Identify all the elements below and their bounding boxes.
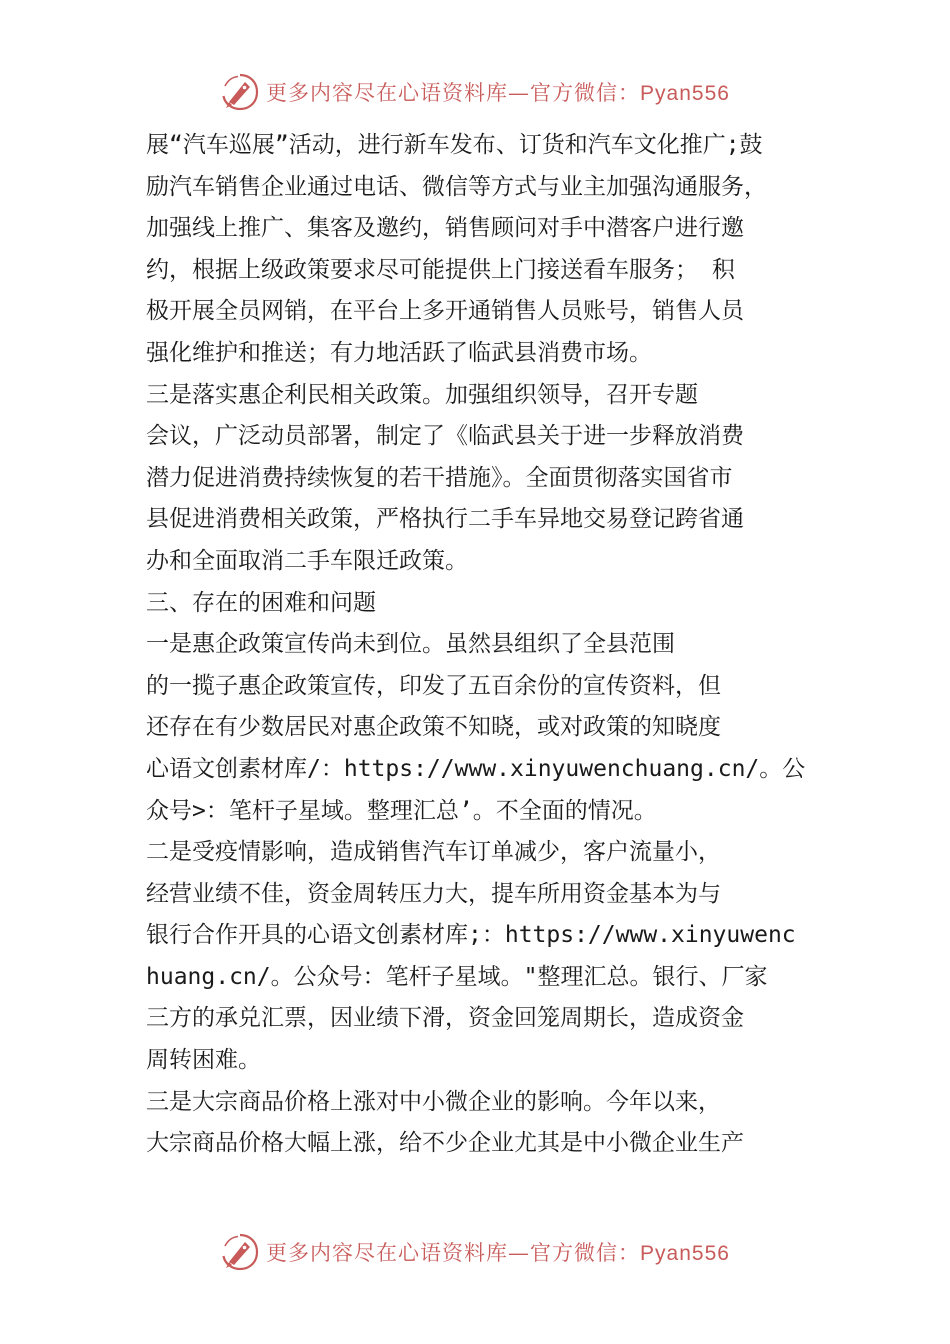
text-line: 二是受疫情影响，造成销售汽车订单减少，客户流量小， [146, 839, 721, 866]
text-line: 极开展全员网销，在平台上多开通销售人员账号，销售人员 [146, 298, 744, 325]
text-line: 潜力促进消费持续恢复的若干措施》。全面贯彻落实国省市 [146, 464, 733, 491]
text-line: 周转困难。 [146, 1047, 261, 1074]
pen-nib-logo-icon [220, 1232, 260, 1272]
header-brand-text: 更多内容尽在心语资料库—官方微信：Pyan556 [266, 81, 730, 105]
text-line: 励汽车销售企业通过电话、微信等方式与业主加强沟通服务， [146, 173, 767, 200]
paragraph [146, 375, 836, 583]
footer-brand-text: 更多内容尽在心语资料库—官方微信：Pyan556 [266, 1241, 730, 1265]
text-line: 的一揽子惠企政策宣传，印发了五百余份的宣传资料，但 [146, 672, 721, 699]
text-line: 三是落实惠企利民相关政策。加强组织领导，召开专题 [146, 381, 698, 408]
pen-nib-logo-icon [220, 72, 260, 112]
text-line: 心语文创素材库/：https://www.xinyuwenchuang.cn/。公 [146, 755, 806, 782]
text-line: 大宗商品价格大幅上涨，给不少企业尤其是中小微企业生产 [146, 1130, 744, 1157]
text-line: 展“汽车巡展”活动，进行新车发布、订货和汽车文化推广;鼓 [146, 132, 763, 158]
text-line: 三是大宗商品价格上涨对中小微企业的影响。今年以来， [146, 1088, 721, 1115]
text-line: 银行合作开具的心语文创素材库;：https://www.xinyuwenc [146, 922, 796, 949]
footer-banner [0, 1228, 950, 1276]
paragraph [146, 1082, 836, 1165]
text-line: 三方的承兑汇票，因业绩下滑，资金回笼周期长，造成资金 [146, 1005, 744, 1032]
text-line: 众号>：笔杆子星域。整理汇总’。不全面的情况。 [146, 797, 657, 824]
text-line: 县促进消费相关政策，严格执行二手车异地交易登记跨省通 [146, 506, 744, 533]
header-handle: Pyan556 [640, 82, 730, 105]
paragraph [146, 125, 836, 375]
text-line: 强化维护和推送；有力地活跃了临武县消费市场。 [146, 339, 652, 366]
text-line: 办和全面取消二手车限迁政策。 [146, 547, 468, 574]
text-line: 经营业绩不佳，资金周转压力大，提车所用资金基本为与 [146, 880, 721, 907]
paragraph [146, 624, 836, 832]
text-line: 一是惠企政策宣传尚未到位。虽然县组织了全县范围 [146, 631, 675, 658]
paragraph [146, 832, 836, 1082]
text-line: huang.cn/。公众号：笔杆子星域。"整理汇总。银行、厂家 [146, 963, 768, 990]
text-line: 还存在有少数居民对惠企政策不知晓，或对政策的知晓度 [146, 714, 721, 741]
section-heading [146, 583, 836, 625]
body-text [146, 125, 836, 1165]
footer-handle: Pyan556 [640, 1242, 730, 1265]
text-line: 约，根据上级政策要求尽可能提供上门接送看车服务； 积 [146, 256, 735, 283]
text-line: 会议，广泛动员部署，制定了《临武县关于进一步释放消费 [146, 423, 744, 450]
text-line: 三、存在的困难和问题 [146, 589, 376, 616]
header-banner [0, 68, 950, 116]
text-line: 加强线上推广、集客及邀约，销售顾问对手中潜客户进行邀 [146, 215, 744, 242]
